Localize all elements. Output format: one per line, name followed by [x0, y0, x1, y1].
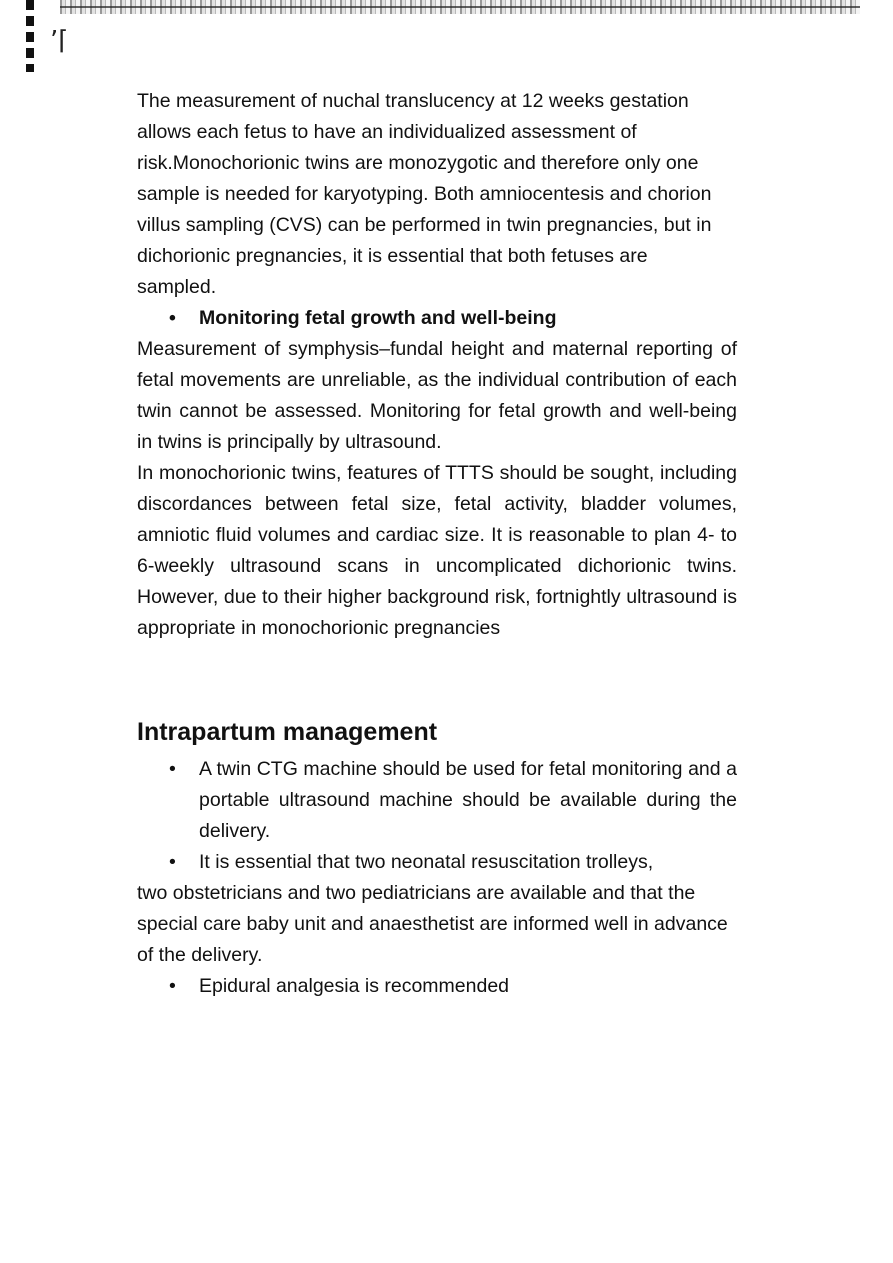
bullet-monitoring-heading: • Monitoring fetal growth and well-being	[137, 303, 737, 334]
paragraph-resuscitation-continued: two obstetricians and two pediatricians are available and that the special care baby unit and anaesthetist are informed well in advance of the delivery.	[137, 882, 728, 966]
bullet-epidural: • Epidural analgesia is recommended	[137, 971, 737, 1002]
bullet-resuscitation: • It is essential that two neonatal resuscitation trolleys,	[137, 847, 737, 878]
bullet-ctg-machine: • A twin CTG machine should be used for fetal monitoring and a portable ultrasound machine should be available during the delivery.	[137, 754, 737, 847]
paragraph-nuchal-translucency: The measurement of nuchal translucency at 12 weeks gestation allows each fetus to have an individualized assessment of risk.Monochorionic twins are monozygotic and therefore only one sample is needed for karyotyping. Both amniocentesis and chorion villus sampling (CVS) can be performed in twin pregnancies, but in dichorionic pregnancies, it is essential that both fetuses are sampled.	[137, 90, 712, 298]
section-spacer	[137, 644, 737, 716]
section-heading-intrapartum: Intrapartum management	[137, 718, 438, 746]
document-page	[137, 86, 737, 1002]
paragraph-monochorionic: In monochorionic twins, features of TTTS should be sought, including discordances between fetal size, fetal activity, bladder volumes, amniotic fluid volumes and cardiac size. It is reasonable to plan 4- to 6-weekly ultrasound scans in uncomplicated dichorionic twins. However, due to their higher background risk, fortnightly ultrasound is appropriate in monochorionic pregnancies	[137, 462, 737, 639]
scan-mark-icon: ’⌈	[50, 26, 69, 56]
paragraph-monitoring: Measurement of symphysis–fundal height and maternal reporting of fetal movements are unreliable, as the individual contribution of each twin cannot be assessed. Monitoring for fetal growth and well-being in twins is principally by ultrasound.	[137, 338, 737, 453]
scan-artifact-left	[26, 0, 34, 72]
scan-artifact-line	[60, 6, 860, 8]
